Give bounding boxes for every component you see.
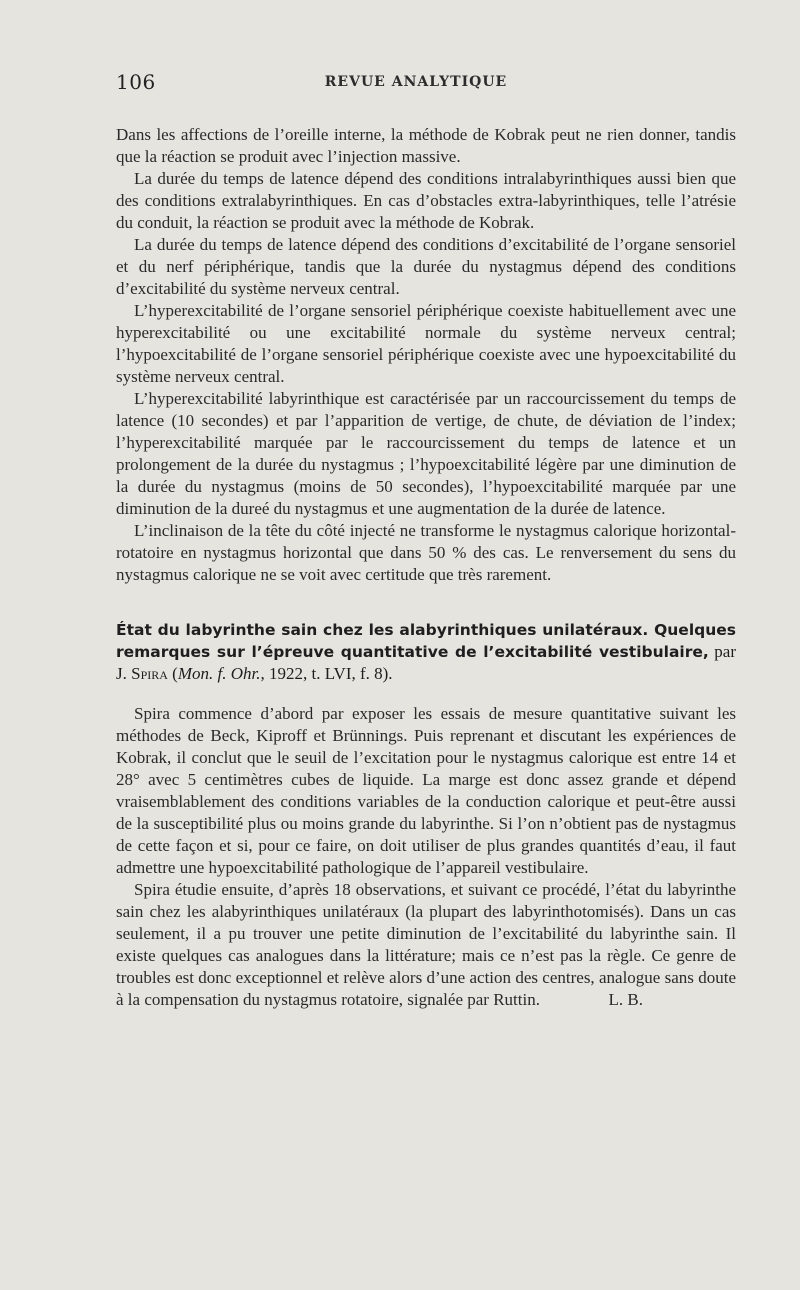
- paragraph: L’inclinaison de la tête du côté injecté ne transforme le nystagmus calorique horizontal-rotatoire en nystagmus horizontal que dans 50 % des cas. Le renversement du sens du nystagmus calorique ne se voit avec certitude que très rarement.: [116, 521, 736, 584]
- paragraph: La durée du temps de latence dépend des conditions intralabyrinthiques aussi bien que des conditions extralabyrinthiques. En cas d’obstacles extra-labyrinthiques, telle l’atrésie du conduit, la réaction se produit avec la méthode de Kobrak.: [116, 169, 736, 232]
- page-number: 106: [116, 70, 156, 94]
- paragraph: [116, 879, 736, 1011]
- paragraph: La durée du temps de latence dépend des conditions d’excitabilité de l’organe sensoriel et du nerf périphérique, tandis que la durée du nystagmus dépend des conditions d’excitabilité du système nerveux central.: [116, 235, 736, 298]
- paragraph: Spira commence d’abord par exposer les essais de mesure quantitative suivant les méthodes de Beck, Kiproff et Brünnings. Puis reprenant et discutant les expériences de Kobrak, il conclut que le seuil de l’excitation pour le nystagmus calorique est entre 14 et 28° avec 5 centimètres cubes de liquide. La marge est donc assez grande et dépend vraisemblablement des conditions variables de la conduction calorique et peut-être aussi de la susceptibilité plus ou moins grande du labyrinthe. Si l’on n’obtient pas de nystagmus de cette façon et si, pour ce faire, on doit utiliser de plus grandes quantités d’eau, il faut admettre une hypoexcitabilité pathologique de l’appareil vestibulaire.: [116, 704, 736, 877]
- page-header: [116, 70, 736, 100]
- citation-suffix: , 1922, t. LVI, f. 8).: [260, 664, 393, 683]
- section-heading: [116, 620, 736, 685]
- article-continuation: [116, 124, 736, 586]
- review-section: [116, 620, 736, 1011]
- citation-open: (: [167, 664, 178, 683]
- paragraph: Dans les affections de l’oreille interne, la méthode de Kobrak peut ne rien donner, tandis que la réaction se produit avec l’injection massive.: [116, 125, 736, 166]
- review-signature: L. B.: [608, 990, 643, 1009]
- citation-prefix: par J.: [116, 642, 736, 683]
- citation-journal: Mon. f. Ohr.: [177, 664, 261, 683]
- paragraph: L’hyperexcitabilité de l’organe sensoriel périphérique coexiste habituellement avec une hyperexcitabilité ou une excitabilité normale du système nerveux central; l’hypoexcitabilité de l’organe sensoriel périphérique coexiste avec une hypoexcitabilité du système nerveux central.: [116, 301, 736, 386]
- section-heading-title: État du labyrinthe sain chez les alabyrinthiques unilatéraux. Quelques remarques sur l’épreuve quantitative de l’excitabilité vestibulaire,: [116, 621, 736, 661]
- citation-author: Spira: [131, 664, 168, 683]
- section-gap: [116, 586, 736, 620]
- running-title: REVUE ANALYTIQUE: [324, 74, 508, 90]
- last-paragraph-text: Spira étudie ensuite, d’après 18 observations, et suivant ce procédé, l’état du labyrinthe sain chez les alabyrinthiques unilatéraux (la plupart des labyrinthotomisés). Dans un cas seulement, il a pu trouver une petite diminution de l’excitabilité du labyrinthe sain. Il existe quelques cas analogues dans la littérature; mais ce n’est pas la règle. Ce genre de troubles est donc exceptionnel et relève alors d’une action des centres, analogue sans doute à la compensation du nystagmus rotatoire, signalée par Ruttin.: [116, 880, 736, 1009]
- paragraph: L’hyperexcitabilité labyrinthique est caractérisée par un raccourcissement du temps de latence (10 secondes) et par l’apparition de vertige, de chute, de déviation de l’index; l’hyperexcitabilité marquée par le raccourcissement du temps de latence et un prolongement de la durée du nystagmus ; l’hypoexcitabilité légère par une diminution de la durée du nystagmus (moins de 50 secondes), l’hypoexcitabilité marquée par une diminution de la dureé du nystagmus et une augmentation de la durée de latence.: [116, 389, 736, 518]
